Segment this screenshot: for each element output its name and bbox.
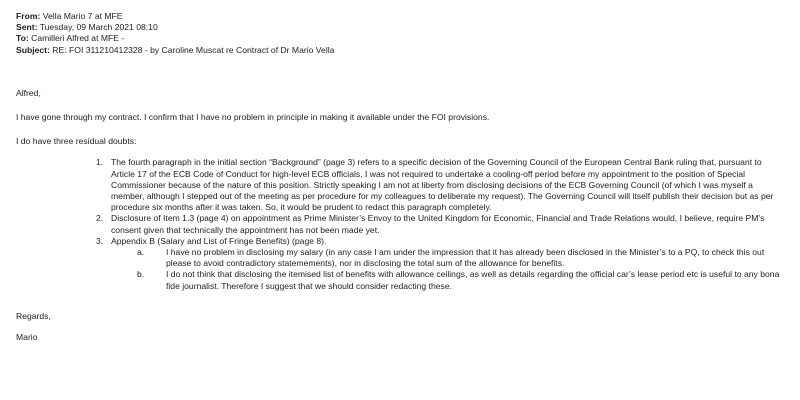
sent-value: Tuesday, 09 March 2021 08:10 [39, 22, 158, 33]
list-item-text: Disclosure of Item 1.3 (page 4) on appointment as Prime Minister’s Envoy to the United Kingdom for Economic, Financial and Trade Relations would, I believe, require PM’s consent given that technically the appointment has not been made yet. [111, 213, 765, 235]
sublist-item [137, 269, 786, 291]
list-item [96, 236, 786, 247]
email-header [16, 11, 788, 56]
from-label: From: [16, 11, 41, 21]
subject-label: Subject: [16, 44, 50, 55]
sublist-item-text: I do not think that disclosing the itemised list of benefits with allowance ceilings, as well as details regarding the official car’s lease period etc is useful to any bona fide journalist. Therefore I suggest that we should consider redacting these. [166, 269, 780, 291]
salutation: Alfred, [16, 87, 41, 98]
email-body [16, 88, 788, 343]
sent-label: Sent: [16, 22, 38, 33]
list-item [96, 213, 786, 235]
sublist-item-letter: b. [137, 269, 145, 280]
to-value: Camilleri Alfred at MFE - [31, 33, 125, 44]
email-message [16, 11, 788, 343]
sent-line [16, 22, 788, 33]
subject-value: RE: FOI 311210412328 - by Caroline Muscat re Contract of Dr Mario Vella [52, 44, 335, 55]
list-item-number: 2. [96, 213, 104, 224]
list-item [96, 157, 786, 213]
list-item-number: 1. [96, 157, 104, 168]
list-item-text: The fourth paragraph in the initial section “Background” (page 3) refers to a specific decision of the Governing Council of the European Central Bank ruling that, pursuant to Article 17 of the ECB Code of Conduct for high-level ECB officials, I was not required to undertake a cooling-off period before my appointment to the position of Special Commissioner because of the nature of this position. Strictly speaking I am not at liberty from disclosing decisions of the ECB Governing Council (of which I was myself a member, although I stepped out of the meeting as per procedure for my colleagues to deliberate my request). The Governing Council will itself publish their decision but as per procedure six months after it was taken. So, it would be prudent to redact this paragraph completely. [111, 157, 774, 213]
paragraph-doubts: I do have three residual doubts: [16, 136, 137, 147]
sublist-item-letter: a. [137, 247, 145, 258]
to-label: To: [16, 33, 29, 44]
sublist-item [137, 247, 786, 269]
from-value: Vella Mario 7 at MFE [42, 11, 123, 21]
closing: Regards, [16, 310, 51, 321]
paragraph-contract: I have gone through my contract. I confirm that I have no problem in principle in making it available under the FOI provisions. [16, 112, 490, 123]
sublist-item-text: I have no problem in disclosing my salary (in any case I am under the impression that it has already been disclosed in the Minister’s to a PQ, to check this out please to avoid contradictory statemements), nor in disclosing the total sum of the allowance for benefits. [166, 247, 765, 269]
doubts-list [16, 157, 786, 291]
to-line [16, 33, 788, 44]
signature: Mario [16, 332, 38, 343]
appendix-sublist [96, 247, 786, 292]
list-item-text: Appendix B (Salary and List of Fringe Benefits) (page 8). [111, 235, 327, 246]
from-line [16, 11, 788, 22]
subject-line [16, 45, 788, 56]
list-item-number: 3. [96, 235, 104, 246]
